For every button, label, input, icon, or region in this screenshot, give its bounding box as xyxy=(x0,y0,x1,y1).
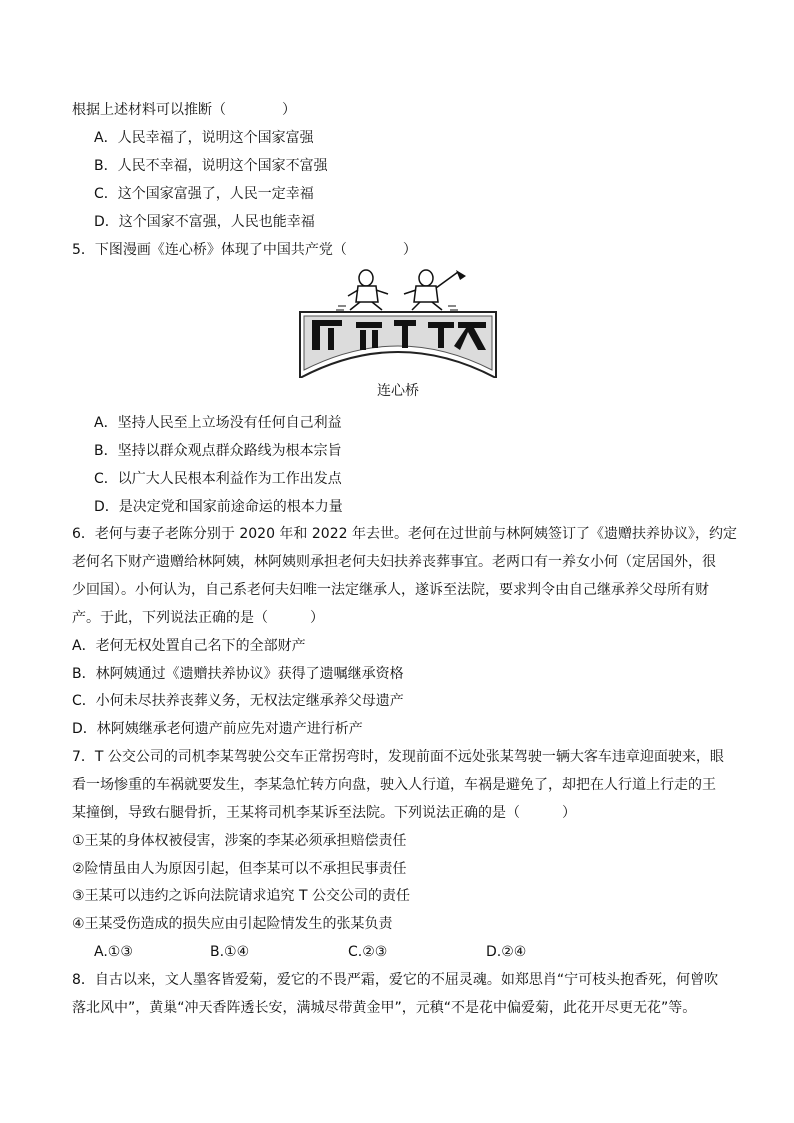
q6-stem-line-1: 6．老何与妻子老陈分别于 2020 年和 2022 年去世。老何在过世前与林阿姨签订了《遗赠扶养协议》，约定 xyxy=(72,526,737,542)
q8-stem-line-1: 8．自古以来，文人墨客皆爱菊，爱它的不畏严霜，爱它的不屈灵魂。如郑思肖“宁可枝头抱香死，何曾吹 xyxy=(72,972,719,988)
q7-statement-2: ②险情虽由人为原因引起，但李某可以不承担民事责任 xyxy=(72,861,407,877)
q5-stem: 5．下图漫画《连心桥》体现了中国共产党（ ） xyxy=(72,242,417,258)
q4-option-b: B．人民不幸福，说明这个国家不富强 xyxy=(94,158,328,174)
q6-stem-line-2: 老何名下财产遗赠给林阿姨，林阿姨则承担老何夫妇扶养丧葬事宜。老两口有一养女小何（定居国外，很 xyxy=(72,554,716,570)
q7-option-c: C.②③ xyxy=(348,944,388,960)
q5-option-a: A．坚持人民至上立场没有任何自己利益 xyxy=(94,415,342,431)
q7-stem-line-1: 7．T 公交公司的司机李某驾驶公交车正常拐弯时，发现前面不远处张某驾驶一辆大客车违章迎面驶来，眼 xyxy=(72,749,724,765)
q6-option-a: A．老何无权处置自己名下的全部财产 xyxy=(72,638,306,654)
bridge-cartoon-image xyxy=(298,266,498,378)
q6-option-b: B．林阿姨通过《遗赠扶养协议》获得了遗嘱继承资格 xyxy=(72,666,404,682)
q6-stem-line-3: 少回国）。小何认为，自己系老何夫妇唯一法定继承人，遂诉至法院，要求判令由自己继承养父母所有财 xyxy=(72,582,709,598)
q7-stem-line-3: 某撞倒，导致右腿骨折，王某将司机李某诉至法院。下列说法正确的是（ ） xyxy=(72,805,576,821)
q7-option-d: D.②④ xyxy=(486,944,527,960)
q5-option-c: C．以广大人民根本利益作为工作出发点 xyxy=(94,471,342,487)
figure-caption: 连心桥 xyxy=(377,383,419,399)
q5-option-d: D．是决定党和国家前途命运的根本力量 xyxy=(94,499,343,515)
q4-option-d: D．这个国家不富强，人民也能幸福 xyxy=(94,214,315,230)
q7-statement-4: ④王某受伤造成的损失应由引起险情发生的张某负责 xyxy=(72,916,393,932)
q6-option-d: D．林阿姨继承老何遗产前应先对遗产进行析产 xyxy=(72,721,363,737)
q6-stem-line-4: 产。于此，下列说法正确的是（ ） xyxy=(72,610,324,626)
q7-option-b: B.①④ xyxy=(210,944,250,960)
q4-stem: 根据上述材料可以推断（ ） xyxy=(72,102,296,118)
q6-option-c: C．小何未尽扶养丧葬义务，无权法定继承养父母遗产 xyxy=(72,693,404,709)
q5-option-b: B．坚持以群众观点群众路线为根本宗旨 xyxy=(94,443,342,459)
q4-option-a: A．人民幸福了，说明这个国家富强 xyxy=(94,130,314,146)
cartoon-bridge-figure xyxy=(298,266,498,406)
q4-option-c: C．这个国家富强了，人民一定幸福 xyxy=(94,186,314,202)
q7-statement-1: ①王某的身体权被侵害，涉案的李某必须承担赔偿责任 xyxy=(72,833,407,849)
q7-stem-line-2: 看一场惨重的车祸就要发生，李某急忙转方向盘，驶入人行道，车祸是避免了，却把在人行道上行走的王 xyxy=(72,777,716,793)
q7-statement-3: ③王某可以违约之诉向法院请求追究 T 公交公司的责任 xyxy=(72,888,411,904)
q8-stem-line-2: 落北风中”，黄巢“冲天香阵透长安，满城尽带黄金甲”，元稹“不是花中偏爱菊，此花开尽更无花”等。 xyxy=(72,1000,697,1016)
q7-option-a: A.①③ xyxy=(94,944,133,960)
